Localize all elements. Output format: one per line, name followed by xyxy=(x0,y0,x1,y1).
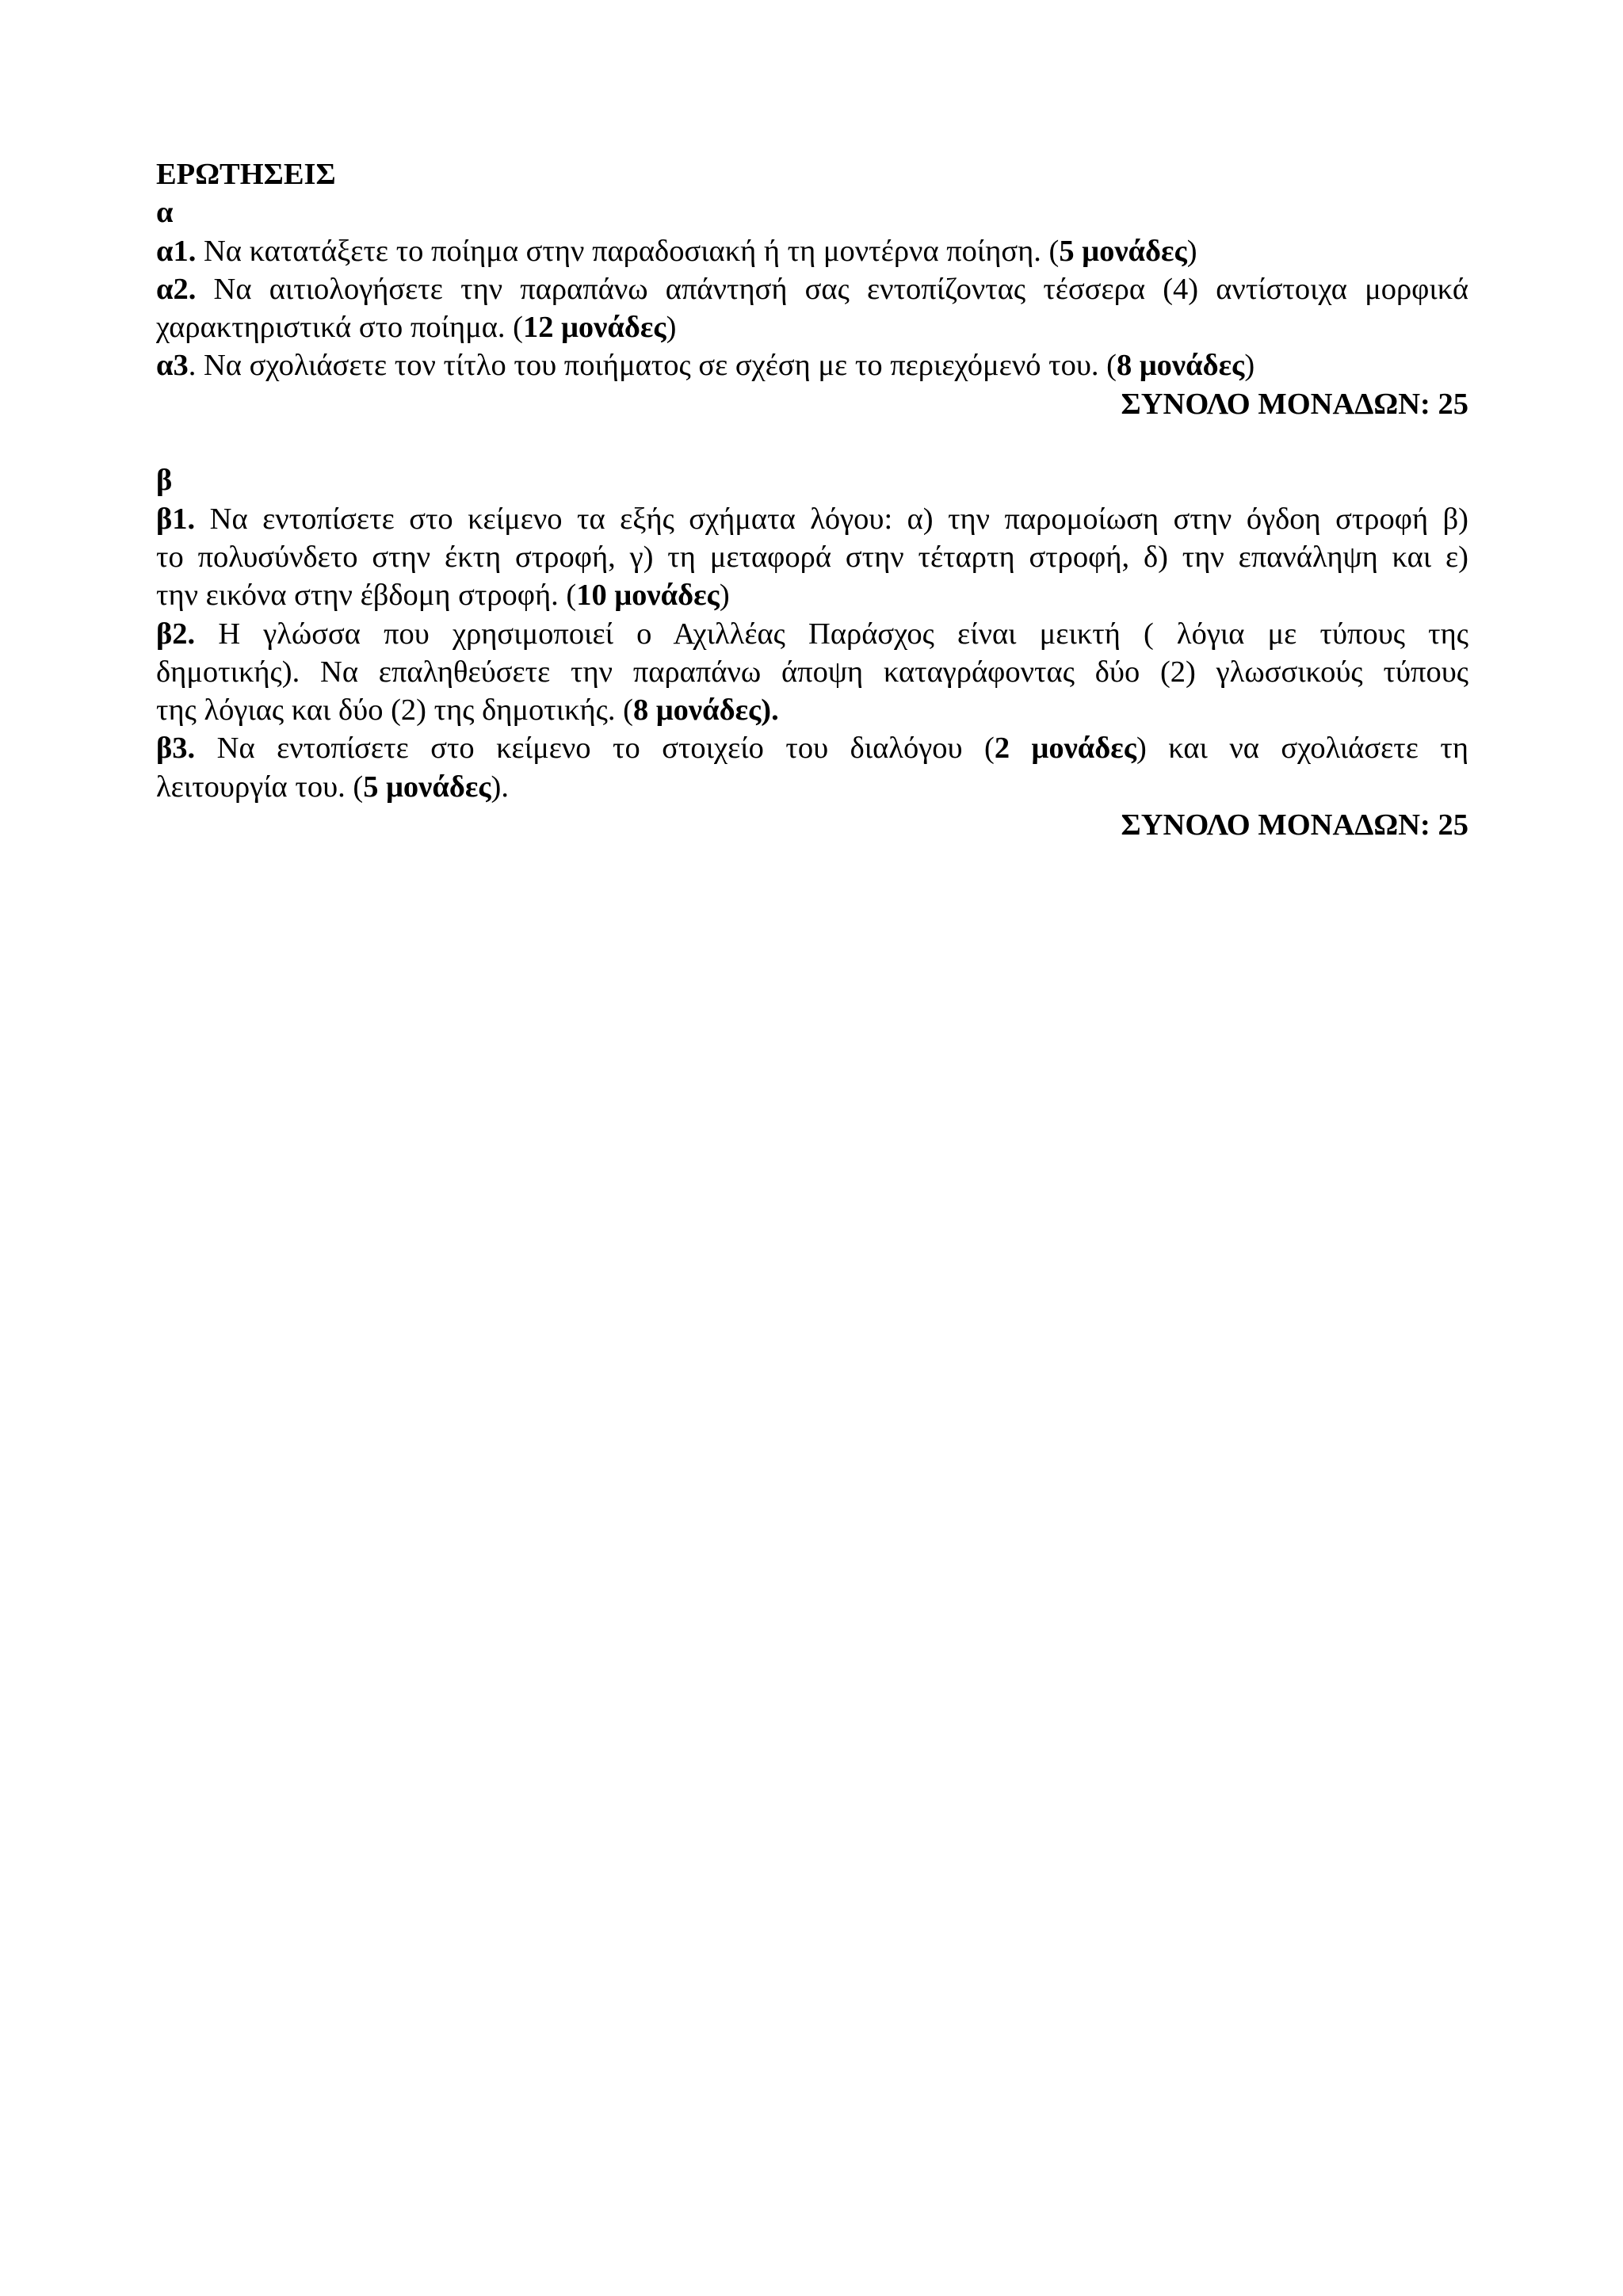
question-b1-line-2 xyxy=(156,538,1468,576)
question-b1-line-1 xyxy=(156,500,1468,538)
question-a3 xyxy=(156,346,1468,384)
question-b3-text-1: Να εντοπίσετε στο κείμενο το στοιχείο του διαλόγου ( xyxy=(195,732,995,766)
spacer xyxy=(156,423,1468,461)
question-b3-line-2 xyxy=(156,768,1468,806)
section-b-total-text: ΣΥΝΟΛΟ ΜΟΝΑΔΩΝ: 25 xyxy=(1121,808,1468,842)
question-b2-line-1 xyxy=(156,615,1468,653)
question-a1 xyxy=(156,232,1468,270)
page-heading xyxy=(156,155,1468,193)
question-a3-end: ) xyxy=(1244,349,1255,383)
question-b1-line-3 xyxy=(156,576,1468,614)
question-a3-text: . Να σχολιάσετε τον τίτλο του ποιήματος σε σχέση με το περιεχόμενό του. ( xyxy=(188,349,1117,383)
question-b2-text-1: Η γλώσσα που χρησιμοποιεί ο Αχιλλέας Παράσχος είναι μεικτή ( λόγια με τύπους της xyxy=(195,617,1468,651)
question-b1-text-2: το πολυσύνδετο στην έκτη στροφή, γ) τη μεταφορά στην τέταρτη στροφή, δ) την επανάληψη και ε) xyxy=(156,540,1468,574)
question-b2-number: β2. xyxy=(156,617,196,651)
heading-text: ΕΡΩΤΗΣΕΙΣ xyxy=(156,158,336,191)
question-b1-points: 10 μονάδες xyxy=(576,579,720,613)
question-b2-text-2: δημοτικής). Να επαληθεύσετε την παραπάνω άποψη καταγράφοντας δύο (2) γλωσσικούς τύπους xyxy=(156,655,1468,689)
question-b1-end: ) xyxy=(719,579,730,613)
question-a2-text-1: Να αιτιολογήσετε την παραπάνω απάντησή σας εντοπίζοντας τέσσερα (4) αντίστοιχα μορφικά xyxy=(196,272,1468,306)
question-b3-points-2: 5 μονάδες xyxy=(363,770,491,804)
question-b3-text-2: λειτουργία του. ( xyxy=(156,770,364,804)
question-b1-text-1: Να εντοπίσετε στο κείμενο τα εξής σχήματα λόγου: α) την παρομοίωση στην όγδοη στροφή β) xyxy=(195,502,1468,536)
question-b1-text-3: την εικόνα στην έβδομη στροφή. ( xyxy=(156,579,577,613)
section-b-total xyxy=(156,806,1468,844)
document-page xyxy=(156,155,1468,844)
question-a1-points: 5 μονάδες xyxy=(1059,234,1187,268)
section-a-label-text: α xyxy=(156,196,174,230)
question-a2-number: α2. xyxy=(156,272,197,306)
section-a-total-text: ΣΥΝΟΛΟ ΜΟΝΑΔΩΝ: 25 xyxy=(1121,387,1468,421)
question-b3-line-1 xyxy=(156,729,1468,767)
section-b-label-text: β xyxy=(156,464,173,498)
section-a-total xyxy=(156,385,1468,423)
question-a3-points: 8 μονάδες xyxy=(1116,349,1245,383)
question-b2-text-3: της λόγιας και δύο (2) της δημοτικής. ( xyxy=(156,693,633,728)
question-a2-points: 12 μονάδες xyxy=(522,311,666,345)
section-b-label xyxy=(156,461,1468,499)
question-b2-points: 8 μονάδες). xyxy=(632,693,779,728)
question-a3-number: α3 xyxy=(156,349,189,383)
question-b3-points-1: 2 μονάδες xyxy=(994,732,1136,766)
question-b2-line-2 xyxy=(156,653,1468,691)
question-b2-line-3 xyxy=(156,691,1468,729)
question-a2-line-2 xyxy=(156,308,1468,346)
question-b3-text-1b: ) και να σχολιάσετε τη xyxy=(1136,732,1468,766)
question-b3-end: ). xyxy=(491,770,509,804)
question-a2-line-1 xyxy=(156,270,1468,308)
question-a1-end: ) xyxy=(1186,234,1197,268)
section-a-label xyxy=(156,193,1468,231)
question-a1-number: α1. xyxy=(156,234,197,268)
question-a2-end: ) xyxy=(666,311,677,345)
question-b3-number: β3. xyxy=(156,732,196,766)
question-b1-number: β1. xyxy=(156,502,196,536)
question-a1-text: Να κατατάξετε το ποίημα στην παραδοσιακή ή τη μοντέρνα ποίηση. ( xyxy=(196,234,1060,268)
question-a2-text-2: χαρακτηριστικά στο ποίημα. ( xyxy=(156,311,523,345)
